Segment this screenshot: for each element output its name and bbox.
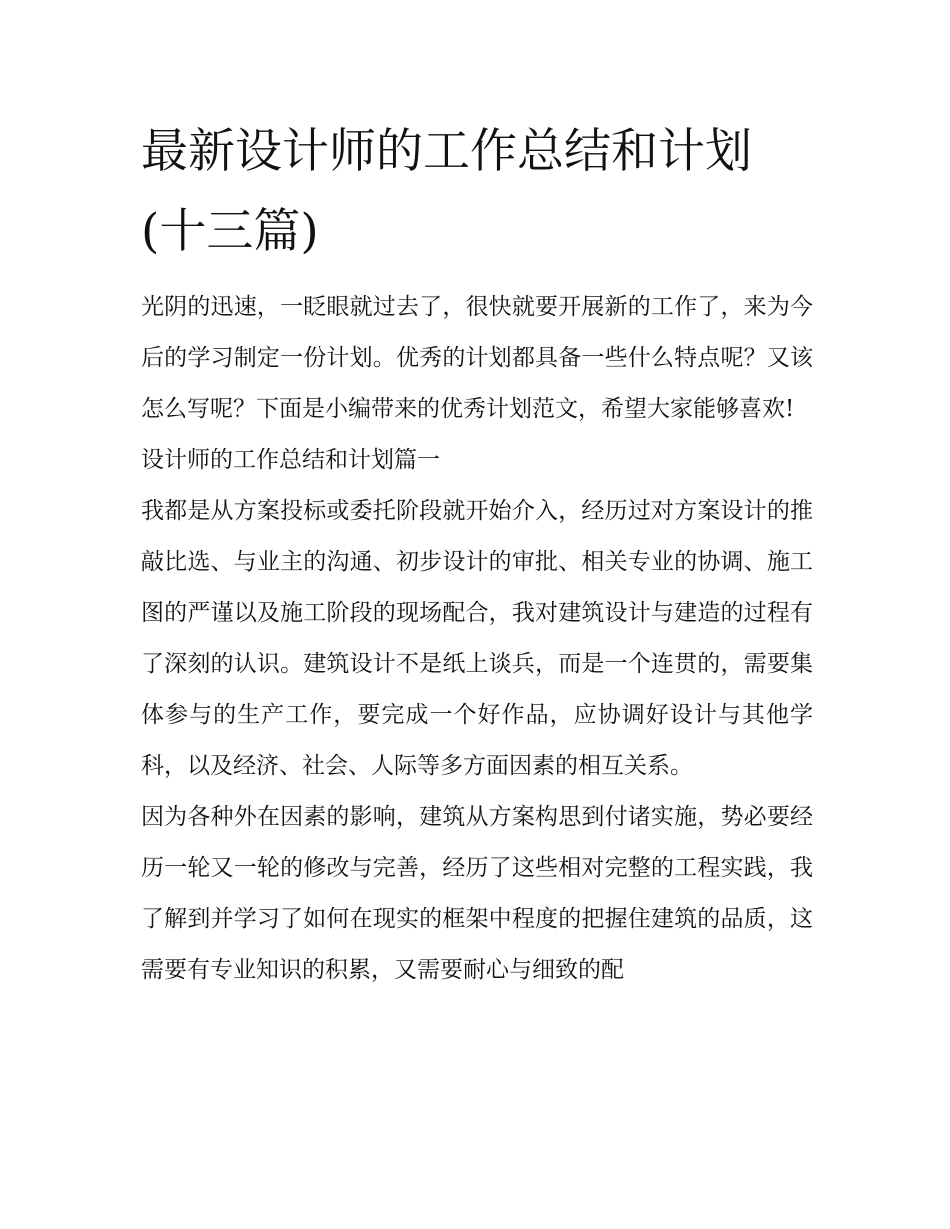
body-paragraph-2: 因为各种外在因素的影响，建筑从方案构思到付诸实施，势必要经历一轮又一轮的修改与完善，经历了这些相对完整的工程实践，我了解到并学习了如何在现实的框架中程度的把握住建筑的品质，这需要有专业知识的积累，又需要耐心与细致的配: [141, 804, 813, 983]
intro-paragraph: 光阴的迅速，一眨眼就过去了，很快就要开展新的工作了，来为今后的学习制定一份计划。优秀的计划都具备一些什么特点呢？又该怎么写呢？下面是小编带来的优秀计划范文，希望大家能够喜欢!: [141, 294, 813, 422]
body-paragraph-1: 我都是从方案投标或委托阶段就开始介入，经历过对方案设计的推敲比选、与业主的沟通、初步设计的审批、相关专业的协调、施工图的严谨以及施工阶段的现场配合，我对建筑设计与建造的过程有了深刻的认识。建筑设计不是纸上谈兵，而是一个连贯的，需要集体参与的生产工作，要完成一个好作品，应协调好设计与其他学科，以及经济、社会、人际等多方面因素的相互关系。: [141, 498, 813, 779]
document-title: [141, 112, 813, 272]
document-content: [141, 112, 813, 996]
title-line-1: 最新设计师的工作总结和计划: [141, 124, 752, 179]
title-line-2: (十三篇): [141, 204, 319, 259]
section-heading: 设计师的工作总结和计划篇一: [141, 447, 440, 473]
